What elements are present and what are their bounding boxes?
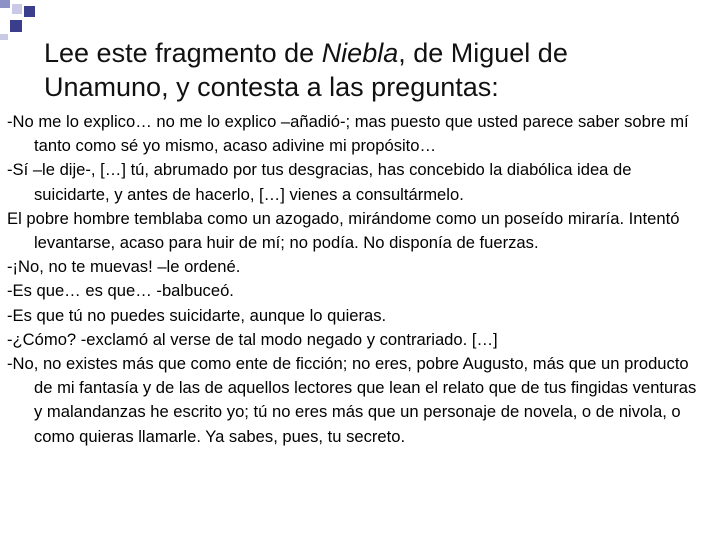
excerpt-paragraph: -¡No, no te muevas! –le ordené. <box>7 257 241 277</box>
excerpt-paragraph: -Es que tú no puedes suicidarte, aunque lo quieras. <box>7 305 387 325</box>
decor-square <box>0 0 10 8</box>
excerpt-paragraph: -Es que… es que… -balbuceó. <box>7 281 234 301</box>
decor-square <box>10 20 22 32</box>
corner-decoration <box>0 0 50 40</box>
decor-square <box>24 6 35 17</box>
book-title: Niebla <box>321 38 399 68</box>
title-text: , de Miguel de Unamuno, y contesta a las preguntas: <box>44 38 568 102</box>
decor-square <box>12 4 22 14</box>
excerpt-paragraph: -¿Cómo? -exclamó al verse de tal modo negado y contrariado. […] <box>7 329 498 349</box>
excerpt-paragraph: -Sí –le dije-, […] tú, abrumado por tus desgracias, has concebido la diabólica idea de suicidarte, y antes de hacerlo, […] vienes a consultármelo. <box>7 160 632 204</box>
excerpt-paragraph: -No, no existes más que como ente de ficción; no eres, pobre Augusto, más que un producto de mi fantasía y de las de aquellos lectores que lean el relato que de tus fingidas venturas y malandanzas he escrito yo; tú no eres más que un personaje de novela, o de nivola, o como quieras llamarle. Ya sabes, pues, tu secreto. <box>7 354 697 446</box>
title-text: Lee este fragmento de <box>44 38 322 68</box>
slide-title <box>44 36 664 104</box>
text-excerpt <box>7 110 707 449</box>
decor-square <box>0 34 8 40</box>
excerpt-paragraph: -No me lo explico… no me lo explico –añadió-; mas puesto que usted parece saber sobre mí tanto como sé yo mismo, acaso adivine mi propósito… <box>7 112 689 156</box>
excerpt-paragraph: El pobre hombre temblaba como un azogado, mirándome como un poseído miraría. Intentó levantarse, acaso para huir de mí; no podía. No disponía de fuerzas. <box>7 208 680 253</box>
